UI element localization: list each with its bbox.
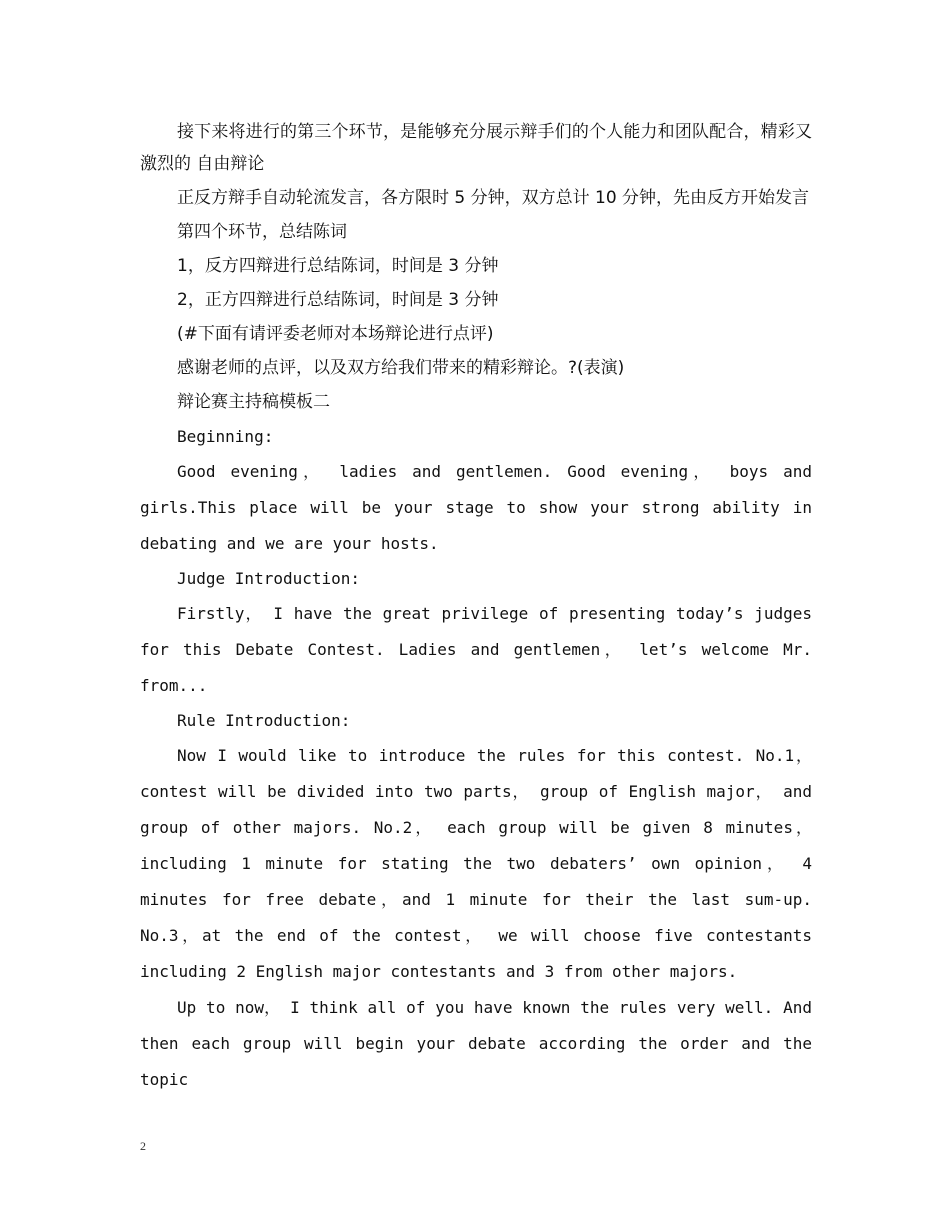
paragraph-beginning: Good evening， ladies and gentlemen. Good evening， boys and girls.This place will be your stage to show your strong ability in debating and we are your hosts. (140, 462, 812, 553)
paragraph-thanks: 感谢老师的点评，以及双方给我们带来的精彩辩论。?(表演) (177, 358, 625, 378)
page-number: 2 (140, 1139, 146, 1153)
paragraph-rules-known: Up to now， I think all of you have known the rules very well. And then each group will begin your debate according the order and the topic (140, 998, 812, 1089)
paragraph-free-debate-rules: 正反方辩手自动轮流发言，各方限时 5 分钟，双方总计 10 分钟，先由反方开始发言 (177, 188, 810, 208)
paragraph-con-fourth-summary: 1，反方四辩进行总结陈词，时间是 3 分钟 (177, 256, 499, 276)
document-body (140, 116, 812, 1098)
paragraph-judge-introduction: Firstly， I have the great privilege of presenting today’s judges for this Debate Contest. Ladies and gentlemen， let’s welcome Mr. from... (140, 604, 812, 695)
heading-rule-introduction: Rule Introduction: (177, 711, 351, 730)
paragraph-third-segment: 接下来将进行的第三个环节，是能够充分展示辩手们的个人能力和团队配合，精彩又激烈的 自由辩论 (140, 122, 812, 174)
paragraph-rule-introduction: Now I would like to introduce the rules for this contest. No.1，contest will be divided into two parts， group of English major， and group of other majors. No.2， each group will be given 8 minutes，including 1 minute for stating the two debaters’ own opinion， 4 minutes for free debate，and 1 minute for their the last sum-up. No.3，at the end of the contest， we will choose five contestants including 2 English major contestants and 3 from other majors. (140, 746, 813, 981)
heading-judge-introduction: Judge Introduction: (177, 569, 361, 588)
paragraph-fourth-segment: 第四个环节，总结陈词 (177, 222, 347, 242)
heading-beginning: Beginning: (177, 427, 274, 446)
paragraph-judge-comment: (#下面有请评委老师对本场辩论进行点评) (177, 324, 494, 344)
paragraph-pro-fourth-summary: 2，正方四辩进行总结陈词，时间是 3 分钟 (177, 290, 499, 310)
section-title-template-two: 辩论赛主持稿模板二 (177, 392, 330, 412)
